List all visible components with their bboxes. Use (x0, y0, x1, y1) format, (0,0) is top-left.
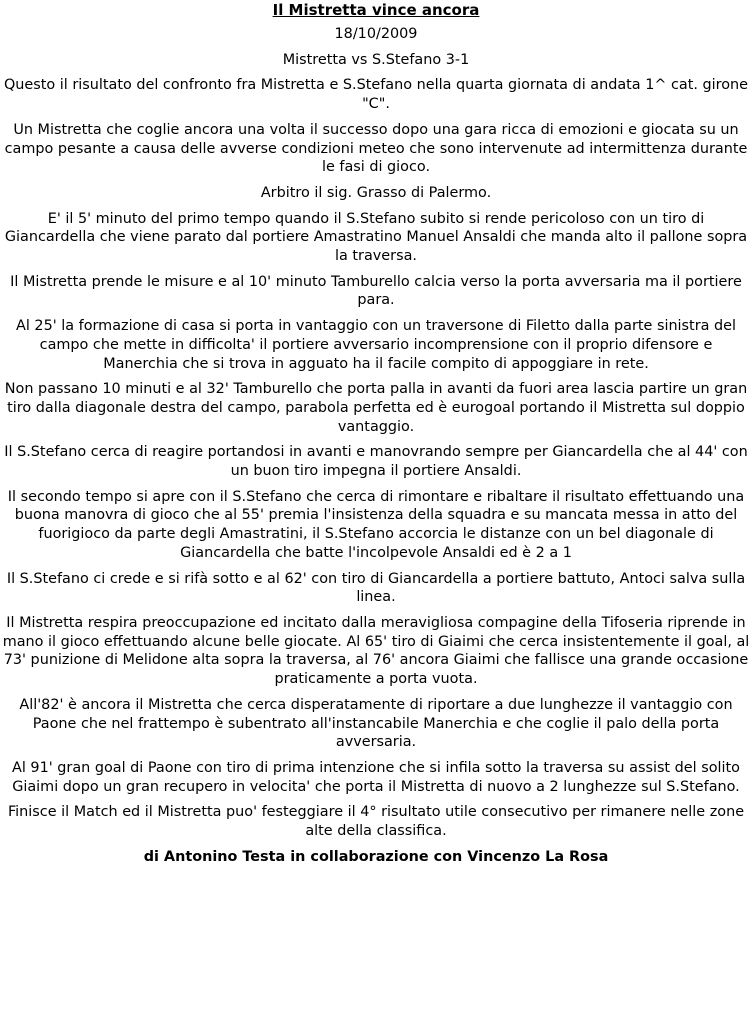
paragraph: Il S.Stefano ci crede e si rifà sotto e al 62' con tiro di Giancardella a portiere battuto, Antoci salva sulla linea. (6, 570, 746, 606)
match-result: Mistretta vs S.Stefano 3-1 (282, 51, 470, 68)
paragraph: All'82' è ancora il Mistretta che cerca disperatamente di riportare a due lunghezze il vantaggio con Paone che nel frattempo è subentrato all'instancabile Manerchia e che coglie il palo della porta avversaria. (19, 696, 733, 751)
paragraph: Un Mistretta che coglie ancora una volta il successo dopo una gara ricca di emozioni e giocata su un campo pesante a causa delle avverse condizioni meteo che sono intervenute ad intermittenza durante le fasi di gioco. (4, 121, 748, 176)
paragraph: Il Mistretta prende le misure e al 10' minuto Tamburello calcia verso la porta avversaria ma il portiere para. (10, 273, 742, 309)
paragraph: Finisce il Match ed il Mistretta puo' festeggiare il 4° risultato utile consecutivo per rimanere nelle zone alte della classifica. (7, 804, 745, 840)
paragraph: E' il 5' minuto del primo tempo quando il S.Stefano subito si rende pericoloso con un tiro di Giancardella che viene parato dal portiere Amastratino Manuel Ansaldi che manda alto il pallone sopra la traversa. (4, 210, 748, 265)
byline: di Antonino Testa in collaborazione con Vincenzo La Rosa (143, 848, 609, 865)
paragraph: Al 91' gran goal di Paone con tiro di prima intenzione che si infila sotto la traversa su assist del solito Giaimi dopo un gran recupero in velocita' che porta il Mistretta di nuovo a 2 lunghezze sul S.Stefano. (12, 759, 740, 795)
article-date: 18/10/2009 (334, 26, 418, 42)
article-title: Il Mistretta vince ancora (272, 1, 480, 19)
paragraph: Al 25' la formazione di casa si porta in vantaggio con un traversone di Filetto dalla parte sinistra del campo che mette in difficolta' il portiere avversario incomprensione con il proprio difensore e Manerchia che si trova in agguato ha il facile compito di appoggiare in rete. (16, 318, 736, 372)
paragraph: Non passano 10 minuti e al 32' Tamburello che porta palla in avanti da fuori area lascia partire un gran tiro dalla diagonale destra del campo, parabola perfetta ed è eurogoal portando il Mistretta sul doppio vantaggio. (4, 381, 748, 435)
paragraph: Arbitro il sig. Grasso di Palermo. (260, 184, 492, 201)
paragraph: Il secondo tempo si apre con il S.Stefano che cerca di rimontare e ribaltare il risultato effettuando una buona manovra di gioco che al 55' premia l'insistenza della squadra e su mancata messa in atto del fuorigioco da parte degli Amastratini, il S.Stefano accorcia le distanze con un bel diagonale di Giancardella che batte l'incolpevole Ansaldi ed è 2 a 1 (7, 488, 745, 561)
paragraph: Questo il risultato del confronto fra Mistretta e S.Stefano nella quarta giornata di andata 1^ cat. girone "C". (3, 77, 749, 113)
paragraph: Il Mistretta respira preoccupazione ed incitato dalla meravigliosa compagine della Tifoseria riprende in mano il gioco effettuando alcune belle giocate. Al 65' tiro di Giaimi che cerca insistentemente il goal, al 73' punizione di Melidone alta sopra la traversa, al 76' ancora Giaimi che fallisce una grande occasione praticamente a porta vuota. (2, 614, 750, 688)
article (0, 1, 752, 866)
paragraph: Il S.Stefano cerca di reagire portandosi in avanti e manovrando sempre per Giancardella che al 44' con un buon tiro impegna il portiere Ansaldi. (4, 444, 748, 480)
